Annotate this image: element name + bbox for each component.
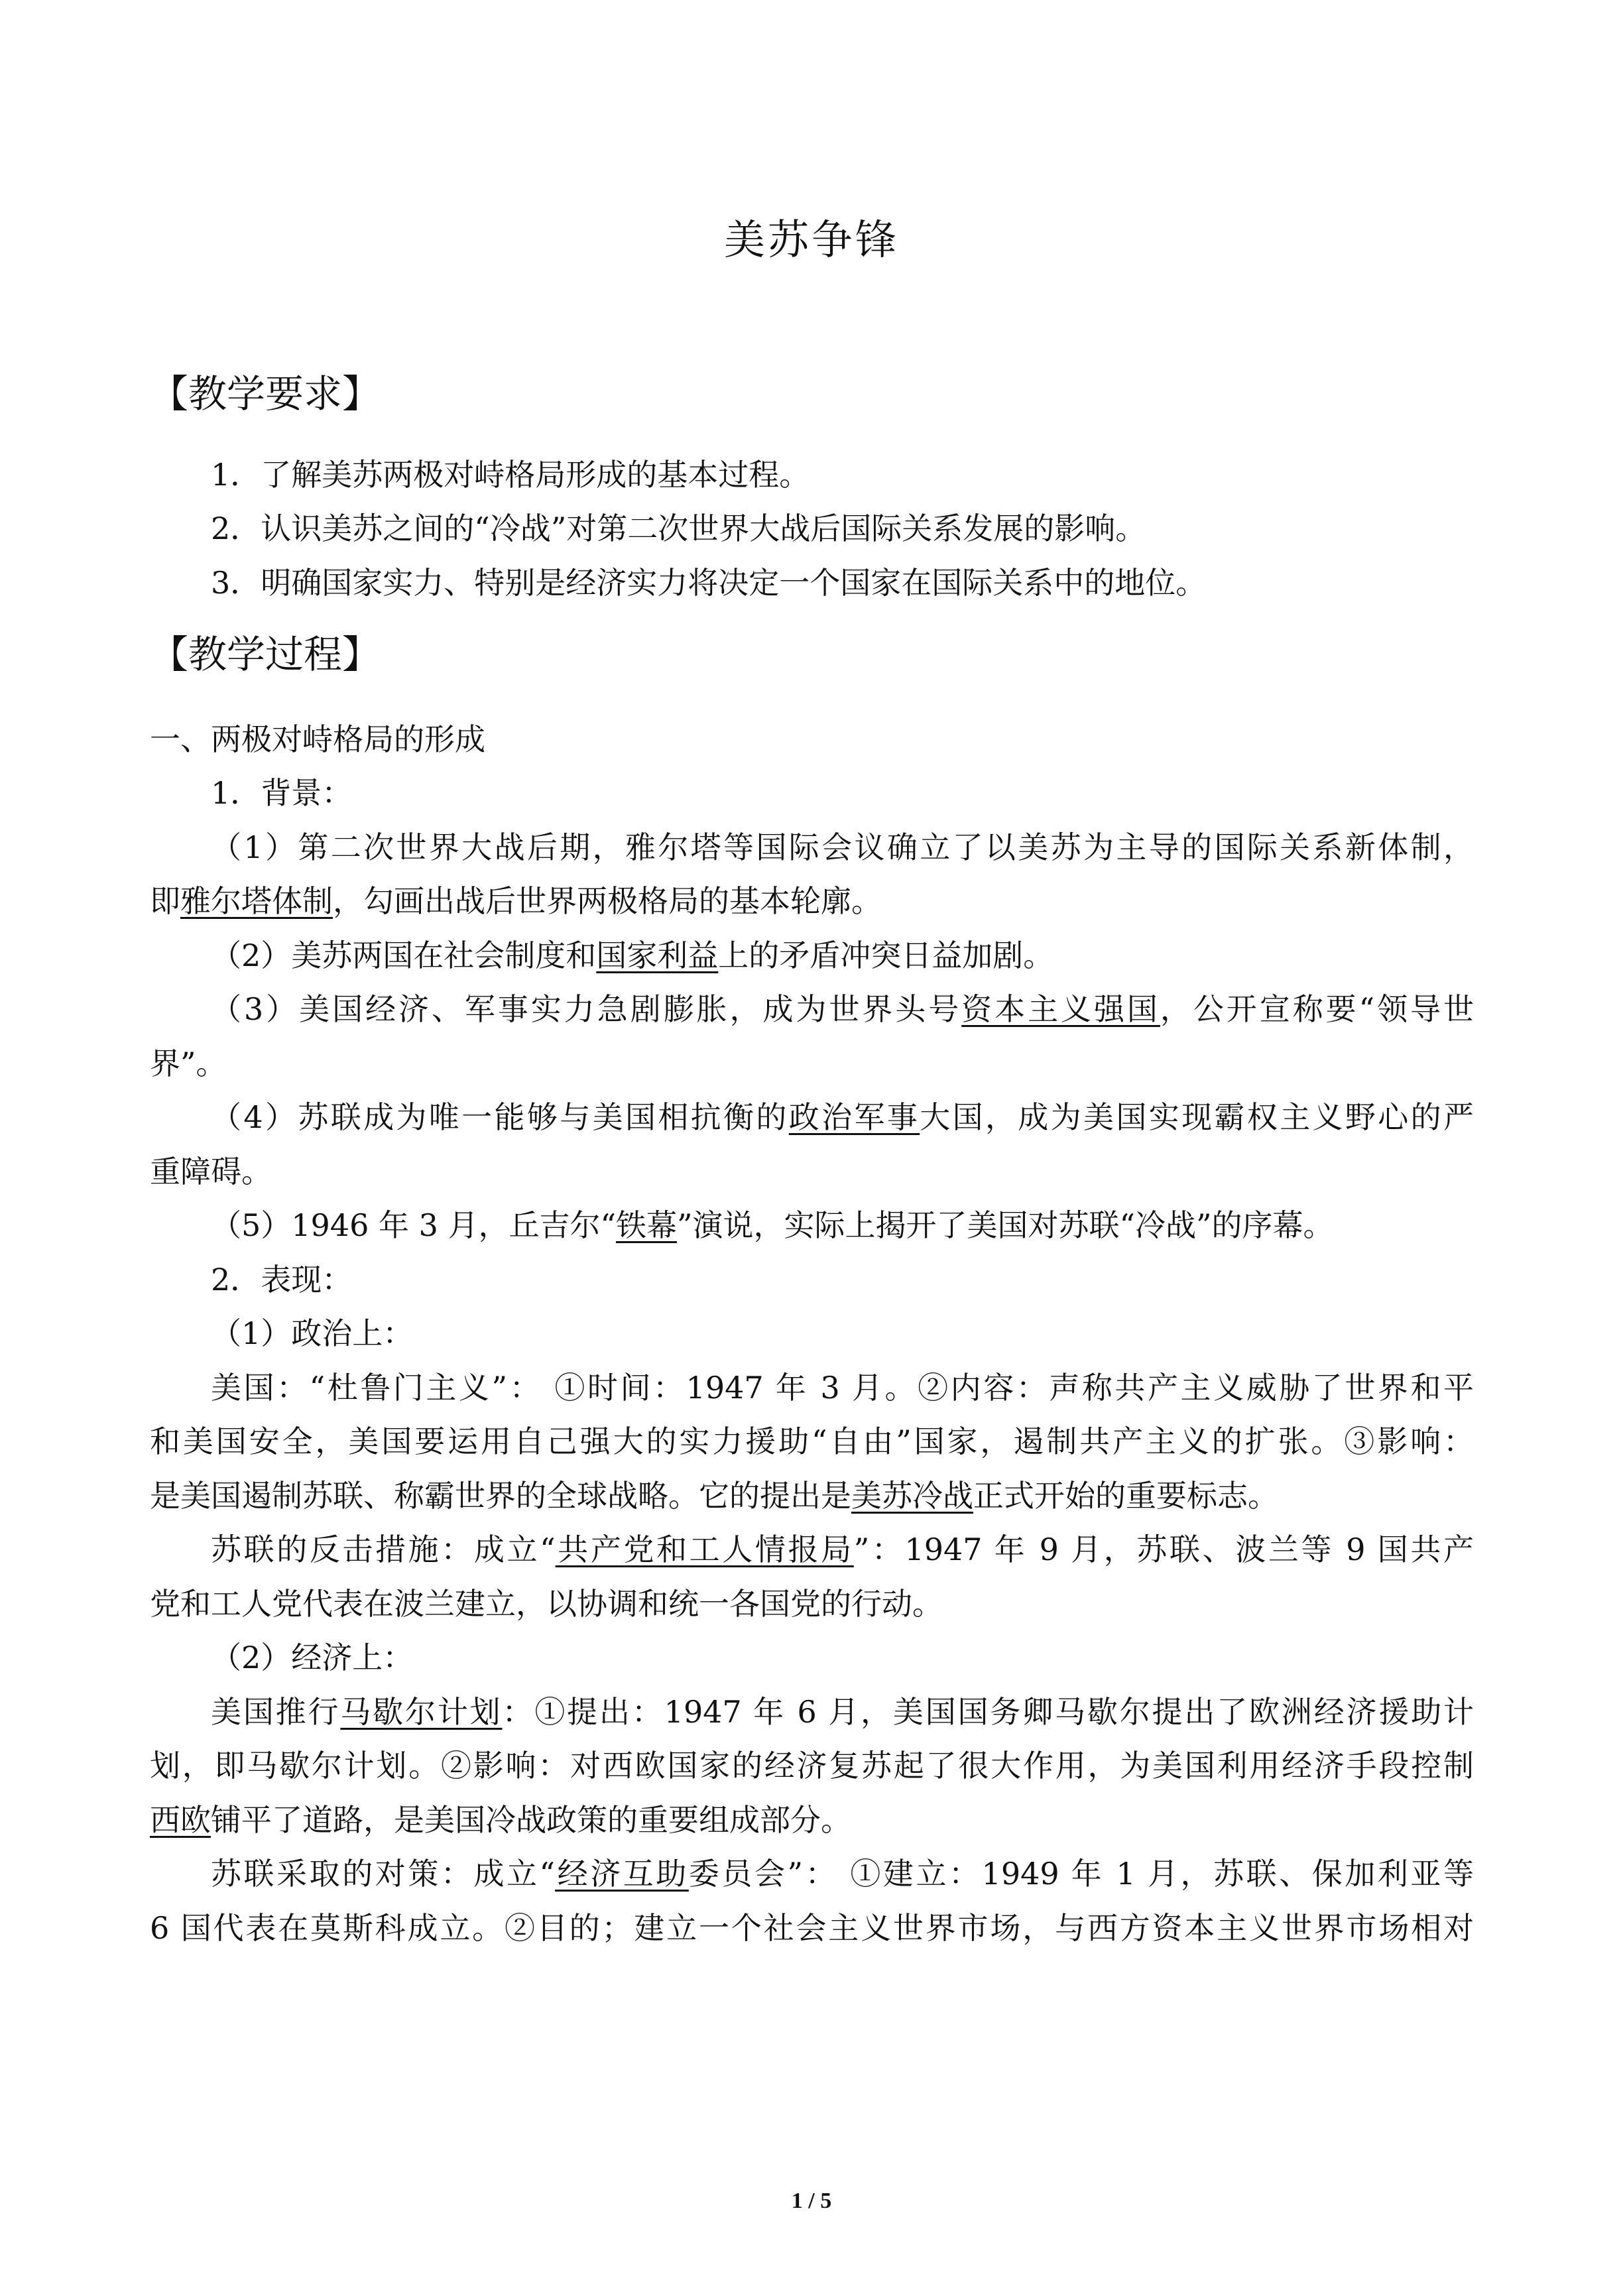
underlined-term: 经济互助	[555, 1856, 689, 1892]
marshall-line2: 划，即马歇尔计划。②影响：对西欧国家的经济复苏起了很大作用，为美国利用经济手段控制	[150, 1748, 1474, 1783]
marshall-line3: 西欧铺平了道路，是美国冷战政策的重要组成部分。	[150, 1802, 851, 1838]
background-p3-line1: （3）美国经济、军事实力急剧膨胀，成为世界头号资本主义强国，公开宣称要“领导世	[211, 991, 1474, 1027]
politics-label: （1）政治上：	[211, 1315, 414, 1351]
requirement-item: 1．了解美苏两极对峙格局形成的基本过程。	[211, 457, 810, 493]
marshall-line1: 美国推行马歇尔计划：①提出：1947 年 6 月，美国国务卿马歇尔提出了欧洲经济援助计	[211, 1694, 1474, 1730]
requirement-item: 3．明确国家实力、特别是经济实力将决定一个国家在国际关系中的地位。	[211, 565, 1207, 601]
underlined-term: 资本主义强国	[961, 991, 1160, 1027]
economy-label: （2）经济上：	[211, 1640, 414, 1675]
background-p1-line2: 即雅尔塔体制，勾画出战后世界两极格局的基本轮廓。	[150, 883, 882, 919]
underlined-term: 共产党和工人情报局	[555, 1532, 854, 1567]
background-label: 1．背景：	[211, 775, 353, 811]
underlined-term: 国家利益	[596, 937, 719, 973]
comecon-line1: 苏联采取的对策：成立“经济互助委员会”： ①建立：1949 年 1 月，苏联、保加利亚等	[211, 1856, 1474, 1892]
requirement-item: 2．认识美苏之间的“冷战”对第二次世界大战后国际关系发展的影响。	[211, 511, 1146, 546]
comecon-line2: 6 国代表在莫斯科成立。②目的；建立一个社会主义世界市场，与西方资本主义世界市场相对	[150, 1910, 1474, 1946]
background-p4-line1: （4）苏联成为唯一能够与美国相抗衡的政治军事大国，成为美国实现霸权主义野心的严	[211, 1099, 1474, 1135]
part1-heading: 一、两极对峙格局的形成	[150, 721, 485, 757]
underlined-term: 政治军事	[788, 1099, 920, 1135]
truman-line1: 美国：“杜鲁门主义”： ①时间：1947 年 3 月。②内容：声称共产主义威胁了世界和平	[211, 1370, 1474, 1406]
background-p1-line1: （1）第二次世界大战后期，雅尔塔等国际会议确立了以美苏为主导的国际关系新体制，	[211, 829, 1474, 865]
page-number: 1 / 5	[791, 2189, 832, 2213]
background-p2: （2）美苏两国在社会制度和国家利益上的矛盾冲突日益加剧。	[211, 937, 1054, 973]
manifest-label: 2．表现：	[211, 1262, 353, 1298]
process-heading: 【教学过程】	[150, 632, 381, 677]
page-title: 美苏争锋	[723, 215, 899, 264]
cominform-line1: 苏联的反击措施：成立“共产党和工人情报局”：1947 年 9 月，苏联、波兰等 9 国共产	[211, 1532, 1474, 1567]
background-p4-line2: 重障碍。	[150, 1154, 272, 1189]
underlined-term: 美苏冷战	[851, 1478, 973, 1514]
underlined-term: 雅尔塔体制	[180, 883, 333, 919]
cominform-line2: 党和工人党代表在波兰建立，以协调和统一各国党的行动。	[150, 1586, 943, 1622]
truman-line2: 和美国安全，美国要运用自己强大的实力援助“自由”国家，遏制共产主义的扩张。③影响：	[150, 1423, 1474, 1459]
truman-line3: 是美国遏制苏联、称霸世界的全球战略。它的提出是美苏冷战正式开始的重要标志。	[150, 1478, 1278, 1514]
underlined-term: 铁幕	[615, 1207, 677, 1243]
underlined-term: 马歇尔计划	[340, 1694, 503, 1730]
background-p5: （5）1946 年 3 月，丘吉尔“铁幕”演说，实际上揭开了美国对苏联“冷战”的序幕。	[211, 1207, 1334, 1243]
underlined-term: 西欧	[150, 1802, 211, 1838]
background-p3-line2: 界”。	[150, 1046, 227, 1081]
requirements-heading: 【教学要求】	[150, 371, 381, 416]
